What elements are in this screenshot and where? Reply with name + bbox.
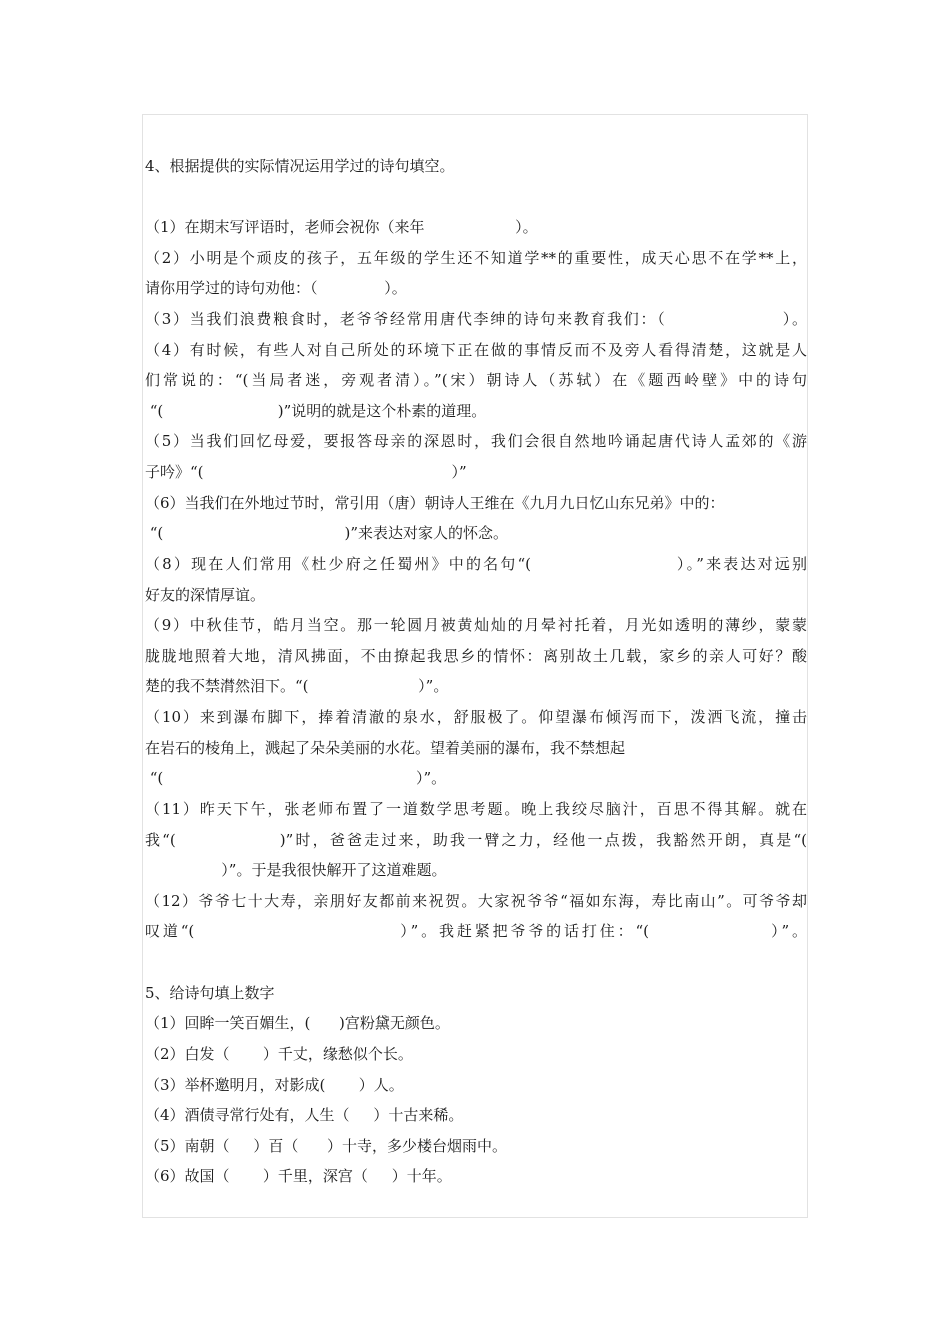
- question-line: （1）在期末写评语时，老师会祝你（来年 ）。: [145, 218, 538, 236]
- question-line: （6）故国（ ）千里，深宫（ ）十年。: [145, 1167, 452, 1185]
- section-5-title: 5、给诗句填上数字: [145, 984, 275, 1002]
- question-line: 我“( )”时，爸爸走过来，助我一臂之力，经他一点拨，我豁然开朗，真是“(: [145, 831, 807, 849]
- question-line: ）”。于是我很快解开了这道难题。: [145, 861, 447, 879]
- question-line: 请你用学过的诗句劝他：（ ）。: [145, 279, 407, 297]
- question-line: （11）昨天下午，张老师布置了一道数学思考题。晚上我绞尽脑汁，百思不得其解。就在: [145, 800, 807, 818]
- question-line: （10）来到瀑布脚下，捧着清澈的泉水，舒服极了。仰望瀑布倾泻而下，泼洒飞流，撞击: [145, 708, 807, 726]
- question-line: （8）现在人们常用《杜少府之任蜀州》中的名句“( ）。”来表达对远别: [145, 555, 807, 573]
- question-line: （12）爷爷七十大寿，亲朋好友都前来祝贺。大家祝爷爷“福如东海，寿比南山”。可爷爷却: [145, 892, 807, 910]
- question-line: （6）当我们在外地过节时，常引用（唐）朝诗人王维在《九月九日忆山东兄弟》中的：: [145, 494, 725, 512]
- question-line: （5）南朝（ ）百（ ）十寺，多少楼台烟雨中。: [145, 1137, 507, 1155]
- question-line: 楚的我不禁潸然泪下。“( ）”。: [145, 677, 449, 695]
- question-line: 子吟》“( ）”: [145, 463, 467, 481]
- question-line: （4）酒债寻常行处有，人生（ ）十古来稀。: [145, 1106, 464, 1124]
- question-line: 胧胧地照着大地，清风拂面，不由撩起我思乡的情怀：离别故土几载，家乡的亲人可好？酸: [145, 647, 807, 665]
- question-line: （5）当我们回忆母爱，要报答母亲的深恩时，我们会很自然地吟诵起唐代诗人孟郊的《游: [145, 432, 807, 450]
- question-line: 们常说的：“(当局者迷，旁观者清）。”(宋）朝诗人（苏轼）在《题西岭壁》中的诗句: [145, 371, 807, 389]
- question-line: （3）举杯邀明月，对影成( ）人。: [145, 1076, 404, 1094]
- question-line: （2）小明是个顽皮的孩子，五年级的学生还不知道学**的重要性，成天心思不在学**上，: [145, 249, 807, 267]
- question-line: 在岩石的棱角上，溅起了朵朵美丽的水花。望着美丽的瀑布，我不禁想起: [145, 739, 626, 757]
- question-line: （1）回眸一笑百媚生，( )宫粉黛无颜色。: [145, 1014, 450, 1032]
- question-line: 好友的深情厚谊。: [145, 586, 266, 604]
- question-line: “( )”来表达对家人的怀念。: [145, 524, 508, 542]
- question-line: （2）白发（ ）千丈，缘愁似个长。: [145, 1045, 413, 1063]
- section-4-title: 4、根据提供的实际情况运用学过的诗句填空。: [145, 157, 455, 175]
- question-line: （9）中秋佳节，皓月当空。那一轮圆月被黄灿灿的月晕衬托着，月光如透明的薄纱，蒙蒙: [145, 616, 807, 634]
- question-line: “( )”说明的就是这个朴素的道理。: [145, 402, 487, 420]
- question-line: 叹道“( ）”。我赶紧把爷爷的话打住：“( ）”。: [145, 922, 807, 940]
- question-line: “( ）”。: [145, 769, 447, 787]
- question-line: （3）当我们浪费粮食时，老爷爷经常用唐代李绅的诗句来教育我们：（ ）。: [145, 310, 807, 328]
- question-line: （4）有时候，有些人对自己所处的环境下正在做的事情反而不及旁人看得清楚，这就是人: [145, 341, 807, 359]
